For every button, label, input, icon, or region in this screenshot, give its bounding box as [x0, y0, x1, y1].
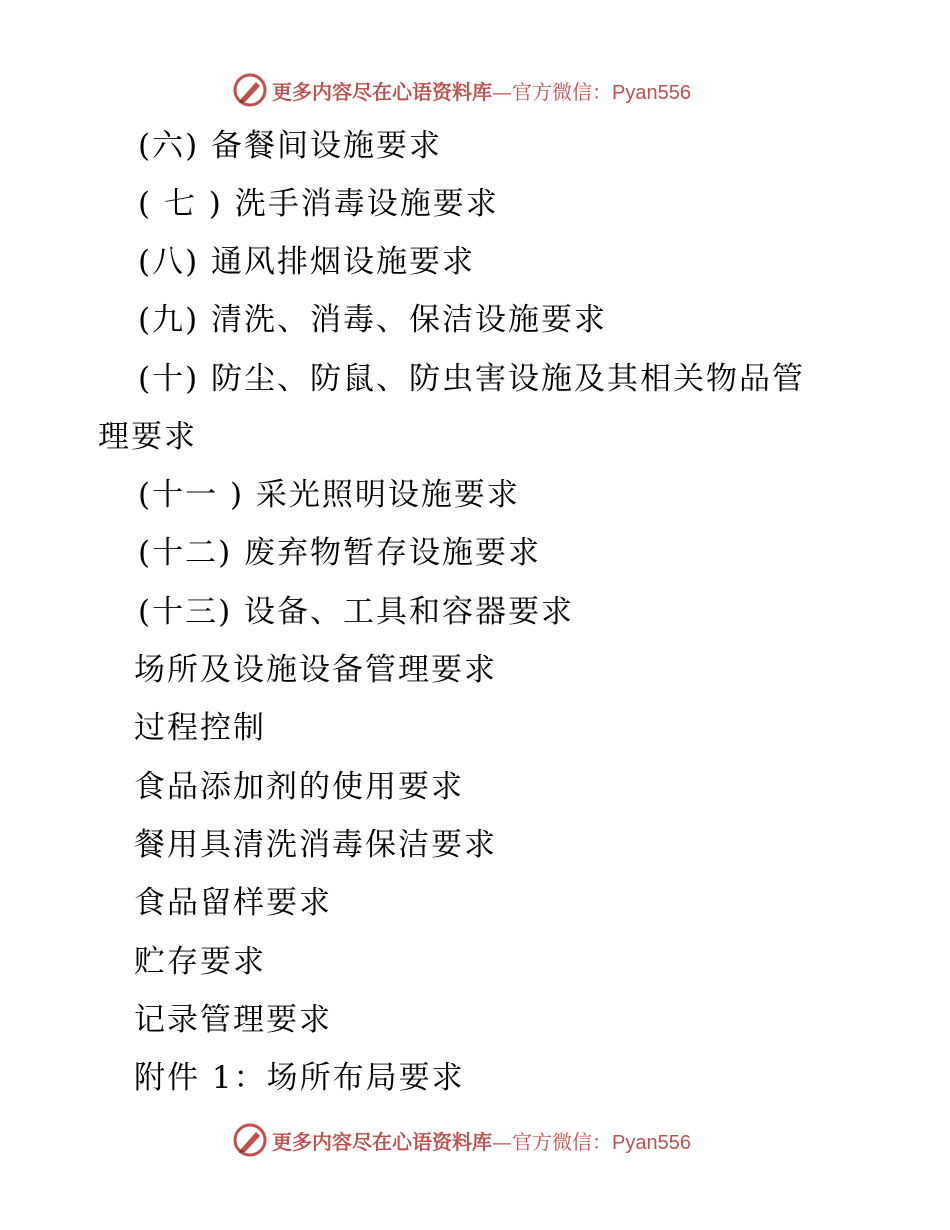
- watermark-title: 更多内容尽在心语资料库: [272, 1129, 492, 1154]
- toc-item-8: (八) 通风排烟设施要求: [138, 244, 476, 280]
- section-food-samples: 食品留样要求: [134, 885, 332, 921]
- section-tableware-cleaning: 餐用具清洗消毒保洁要求: [134, 827, 497, 863]
- watermark-separator: —: [492, 79, 512, 104]
- pen-logo-icon: [232, 1122, 268, 1158]
- section-appendix-1: 附件 1：场所布局要求: [134, 1060, 465, 1096]
- toc-item-10: (十) 防尘、防鼠、防虫害设施及其相关物品管: [138, 361, 806, 397]
- section-facility-management: 场所及设施设备管理要求: [134, 652, 497, 688]
- header-watermark-banner: [232, 70, 732, 110]
- toc-item-7: ( 七 ) 洗手消毒设施要求: [138, 186, 499, 222]
- section-food-additives: 食品添加剂的使用要求: [134, 769, 464, 805]
- toc-item-11: (十一 ) 采光照明设施要求: [138, 477, 520, 513]
- watermark-separator: —: [492, 1129, 512, 1154]
- toc-item-10-continued: 理要求: [98, 419, 197, 455]
- footer-watermark-banner: [232, 1120, 732, 1160]
- watermark-wechat: 官方微信：Pyan556: [512, 81, 691, 104]
- watermark-wechat: 官方微信：Pyan556: [512, 1131, 691, 1154]
- toc-item-9: (九) 清洗、消毒、保洁设施要求: [138, 302, 608, 338]
- section-records: 记录管理要求: [134, 1002, 332, 1038]
- watermark-title: 更多内容尽在心语资料库: [272, 79, 492, 104]
- toc-item-13: (十三) 设备、工具和容器要求: [138, 594, 575, 630]
- toc-item-6: (六) 备餐间设施要求: [138, 128, 443, 164]
- section-process-control: 过程控制: [134, 710, 266, 746]
- pen-logo-icon: [232, 72, 268, 108]
- watermark-text: [272, 76, 691, 105]
- watermark-text: [272, 1126, 691, 1155]
- toc-item-12: (十二) 废弃物暂存设施要求: [138, 535, 542, 571]
- section-storage: 贮存要求: [134, 944, 266, 980]
